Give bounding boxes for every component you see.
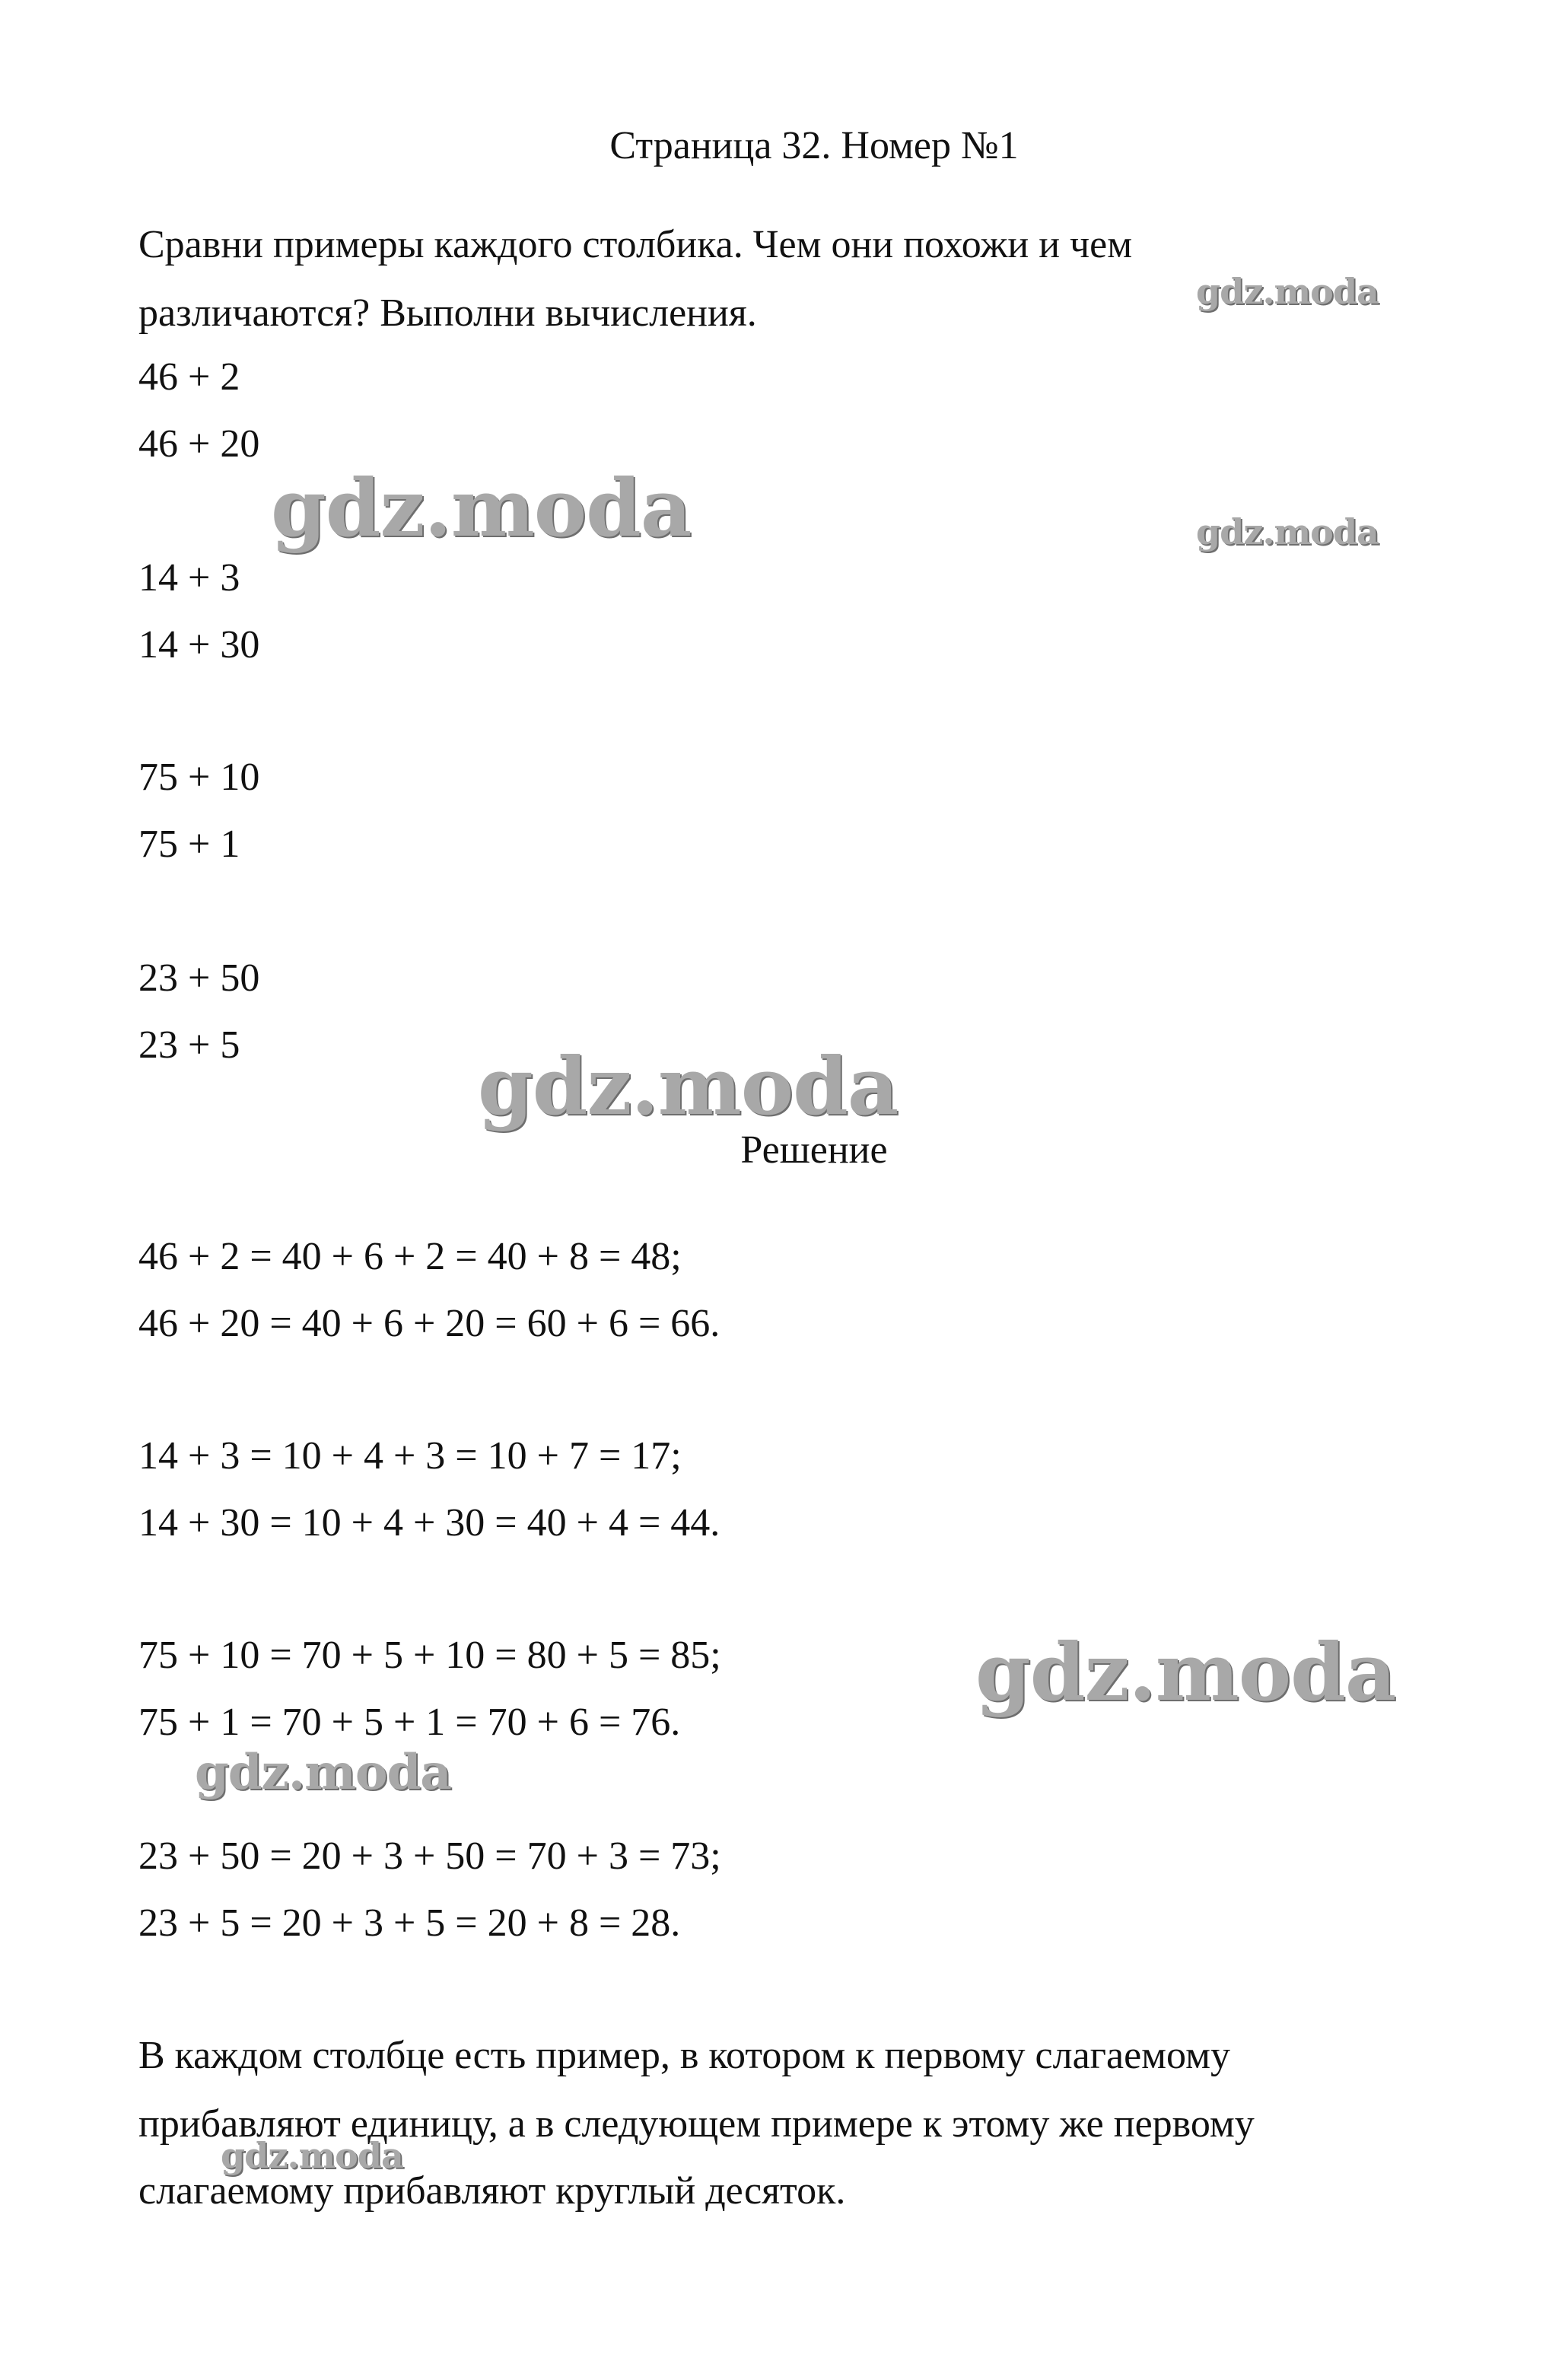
- example-item: 46 + 20: [138, 422, 260, 466]
- solution-line: 75 + 10 = 70 + 5 + 10 = 80 + 5 = 85;: [138, 1634, 721, 1677]
- solution-line: 46 + 2 = 40 + 6 + 2 = 40 + 8 = 48;: [138, 1235, 682, 1278]
- solution-title: Решение: [740, 1128, 888, 1172]
- conclusion-line-3: слагаемому прибавляют круглый десяток.: [138, 2169, 846, 2213]
- watermark: gdz.moda: [975, 1625, 1396, 1719]
- solution-line: 46 + 20 = 40 + 6 + 20 = 60 + 6 = 66.: [138, 1302, 720, 1345]
- conclusion-line-2: прибавляют единицу, а в следующем примере к этому же первому: [138, 2102, 1255, 2146]
- solution-line: 14 + 30 = 10 + 4 + 30 = 40 + 4 = 44.: [138, 1501, 720, 1545]
- watermark: gdz.moda: [478, 1039, 899, 1133]
- watermark: gdz.moda: [195, 1744, 451, 1801]
- example-item: 46 + 2: [138, 355, 240, 399]
- example-item: 23 + 50: [138, 956, 260, 1000]
- task-text-line-2: различаются? Выполни вычисления.: [138, 291, 757, 335]
- example-item: 14 + 3: [138, 556, 240, 600]
- example-item: 14 + 30: [138, 623, 260, 667]
- example-item: 23 + 5: [138, 1023, 240, 1067]
- watermark: gdz.moda: [271, 461, 692, 555]
- example-item: 75 + 10: [138, 756, 260, 799]
- solution-line: 14 + 3 = 10 + 4 + 3 = 10 + 7 = 17;: [138, 1434, 682, 1478]
- watermark: gdz.moda: [1196, 271, 1379, 312]
- solution-line: 23 + 5 = 20 + 3 + 5 = 20 + 8 = 28.: [138, 1901, 681, 1945]
- page-title: Страница 32. Номер №1: [609, 124, 1019, 167]
- example-item: 75 + 1: [138, 822, 240, 866]
- watermark: gdz.moda: [221, 2135, 403, 2176]
- solution-line: 75 + 1 = 70 + 5 + 1 = 70 + 6 = 76.: [138, 1701, 681, 1744]
- watermark: gdz.moda: [1196, 511, 1379, 552]
- solution-line: 23 + 50 = 20 + 3 + 50 = 70 + 3 = 73;: [138, 1834, 721, 1878]
- task-text-line-1: Сравни примеры каждого столбика. Чем они похожи и чем: [138, 223, 1133, 266]
- conclusion-line-1: В каждом столбце есть пример, в котором к первому слагаемому: [138, 2034, 1230, 2077]
